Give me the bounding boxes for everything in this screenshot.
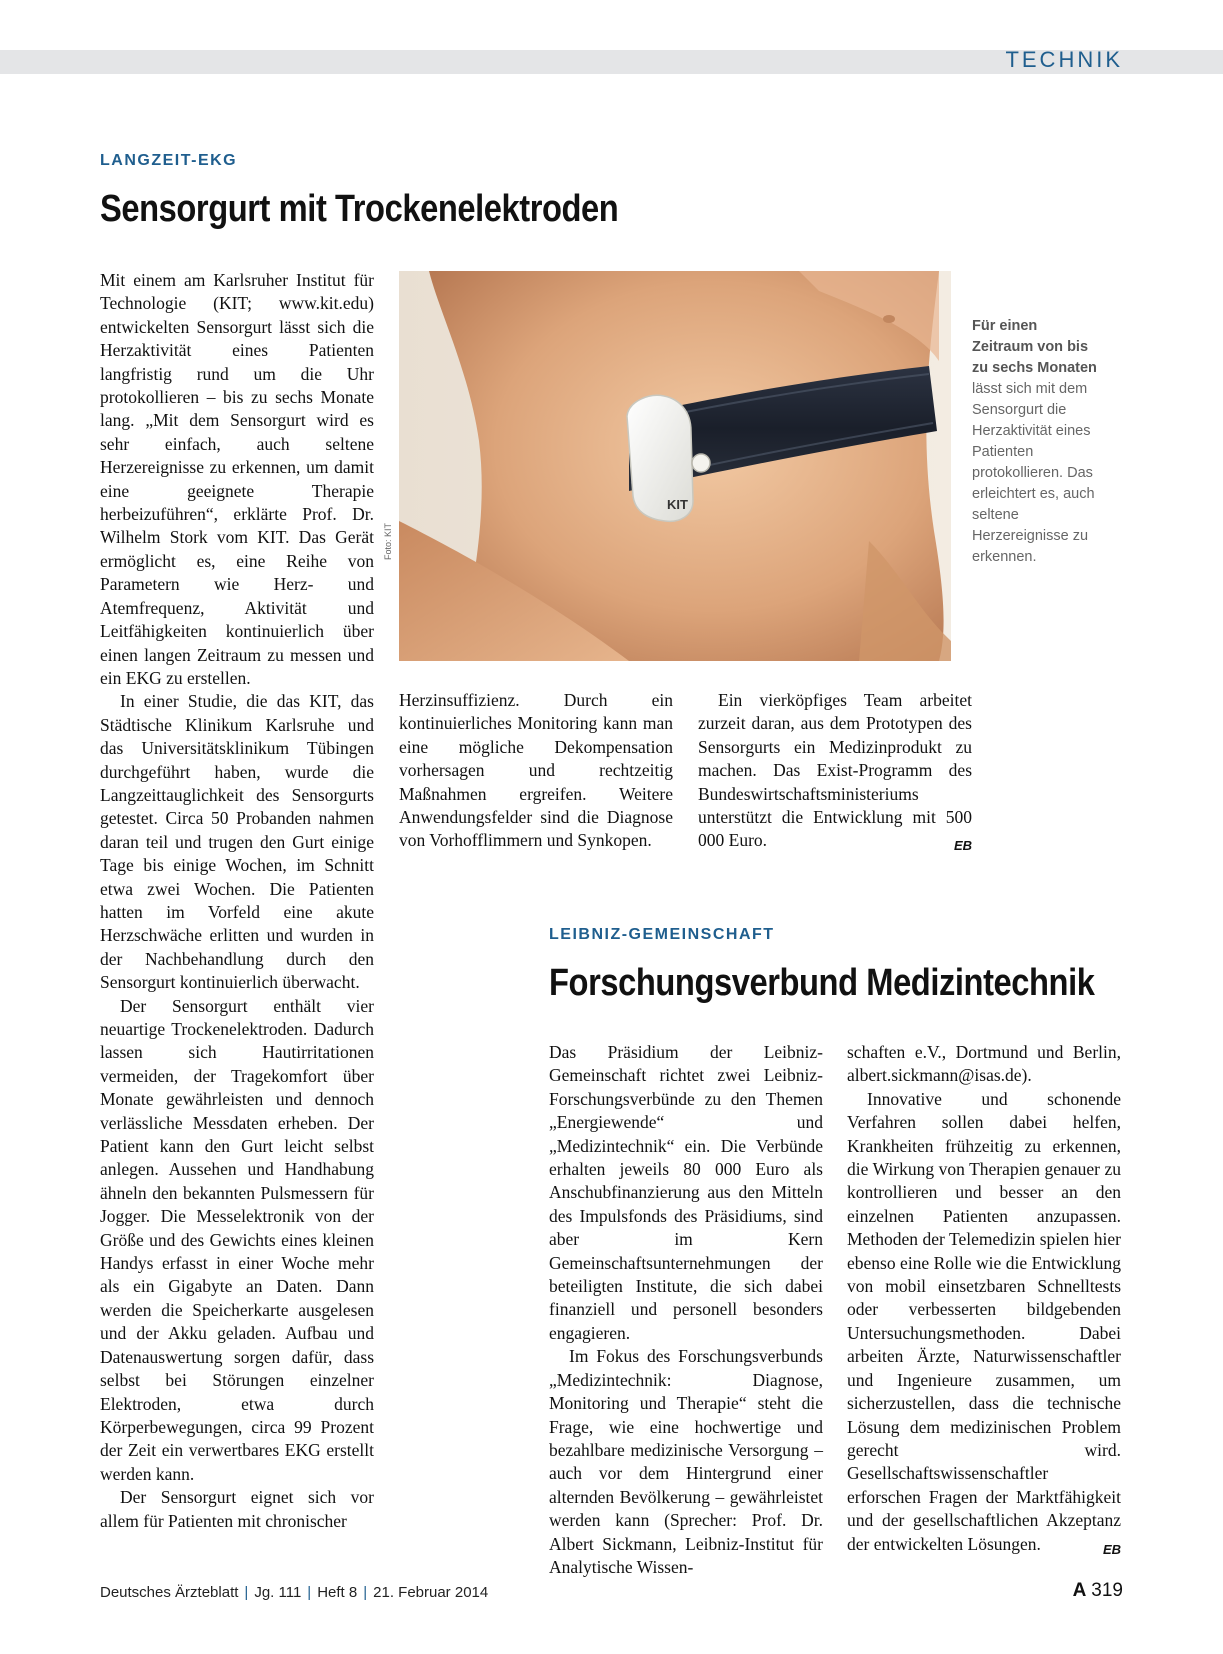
paragraph: Mit einem am Karlsruher Institut für Technologie (KIT; www.kit.edu) entwickelten Sensorgurt lässt sich die Herzaktivität eines Patienten langfristig rund um die Uhr protokollieren – bis zu sechs Monate lang. „Mit dem Sensorgurt wird es sehr einfach, auch seltene Herzereignisse zu erkennen, um damit eine geeignete Therapie herbeizuführen“, erklärte Prof. Dr. Wilhelm Stork vom KIT. Das Gerät ermöglicht es, eine Reihe von Parametern wie Herz- und Atemfrequenz, Aktivität und Leitfähigkeiten kontinuierlich über einen langen Zeitraum zu messen und ein EKG zu erstellen.	[100, 270, 374, 688]
footer-citation: Deutsches Ärzteblatt | Jg. 111 | Heft 8 | 21. Februar 2014	[100, 1584, 489, 1601]
photo-credit: Foto: KIT	[383, 522, 393, 560]
article2-title: Forschungsverbund Medizintechnik	[549, 962, 1095, 1004]
author-signature: EB	[953, 838, 972, 854]
article1-kicker: LANGZEIT-EKG	[100, 152, 238, 169]
page-number	[1073, 1580, 1123, 1602]
article2-column-1	[549, 1041, 823, 1579]
article1-column-3	[698, 689, 972, 858]
article2-column-2	[847, 1041, 1121, 1561]
journal-issue: Heft 8	[317, 1584, 358, 1601]
paragraph: Herzinsuffizienz. Durch ein kontinuierliches Monitoring kann man eine mögliche Dekompensation vorhersagen und rechtzeitig Maßnahmen ergreifen. Weitere Anwendungsfelder sind die Diagnose von Vorhofflimmern und Synkopen.	[399, 690, 673, 851]
article1-title: Sensorgurt mit Trockenelektroden	[100, 188, 619, 230]
article1-column-2	[399, 689, 673, 853]
page-prefix: A	[1072, 1580, 1087, 1601]
paragraph: In einer Studie, die das KIT, das Städtische Klinikum Karlsruhe und das Universitätsklinikum Tübingen durchgeführt haben, wurde die Langzeittauglichkeit des Sensorgurts getestet. Circa 50 Probanden nahmen daran teil und trugen den Gurt einige Tage bis einige Wochen, im Schnitt etwa zwei Wochen. Die Patienten hatten im Vorfeld eine akute Herzschwäche erlitten und wurden in der Nachbehandlung durch den Sensorgurt kontinuierlich überwacht.	[100, 691, 374, 993]
paragraph: Im Fokus des Forschungsverbunds „Medizintechnik: Diagnose, Monitoring und Therapie“ steht die Frage, wie eine hochwertige und bezahlbare medizinische Versorgung – auch vor dem Hintergrund einer alternden Bevölkerung – gewährleistet werden kann (Sprecher: Prof. Dr. Albert Sickmann, Leibniz-Institut für Analytische Wissen-	[549, 1346, 823, 1577]
paragraph: Ein vierköpfiges Team arbeitet zurzeit daran, aus dem Prototypen des Sensorgurts ein Medizinprodukt zu machen. Das Exist-Programm des Bundeswirtschaftsministeriums unterstützt die Entwicklung mit 500 000 Euro.	[698, 690, 972, 851]
caption-text: lässt sich mit dem Sensorgurt die Herzaktivität eines Patienten protokollieren. Das erleichtert es, auch seltene Herzereignisse zu erkennen.	[972, 381, 1095, 565]
journal-volume: Jg. 111	[254, 1584, 302, 1601]
torso-illustration	[399, 271, 951, 661]
journal-name: Deutsches Ärzteblatt	[100, 1584, 239, 1601]
page-number-value: 319	[1091, 1580, 1123, 1601]
paragraph: Innovative und schonende Verfahren sollen dabei helfen, Krankheiten frühzeitig zu erkennen, die Wirkung von Therapien genauer zu kontrollieren und besser an den einzelnen Patienten anzupassen. Methoden der Telemedizin spielen hier ebenso eine Rolle wie die Entwicklung von mobil einsetzbaren Schnelltests oder verbesserten bildgebenden Untersuchungsmethoden. Dabei arbeiten Ärzte, Naturwissenschaftler und Ingenieure zusammen, um sicherzustellen, dass die technische Lösung dem medizinischen Problem gerecht wird. Gesellschaftswissenschaftler erforschen Fragen der Marktfähigkeit und der gesellschaftlichen Akzeptanz der entwickelten Lösungen.	[847, 1088, 1121, 1554]
article1-column-1	[100, 269, 374, 1533]
caption-lead: Für einen Zeitraum von bis zu sechs Monaten	[972, 318, 1097, 376]
article2-kicker: LEIBNIZ-GEMEINSCHAFT	[549, 926, 775, 943]
photo-caption	[972, 316, 1102, 568]
paragraph: Der Sensorgurt enthält vier neuartige Trockenelektroden. Dadurch lassen sich Hautirritationen vermeiden, der Tragekomfort über Monate gewährleisten und dennoch verlässliche Messdaten erheben. Der Patient kann den Gurt leicht selbst anlegen. Aussehen und Handhabung ähneln den bekannten Pulsmessern für Jogger. Die Messelektronik von der Größe und des Gewichts eines kleinen Handys erfasst in einer Woche mehr als ein Gigabyte an Daten. Dann werden die Speicherkarte ausgelesen und der Akku geladen. Aufbau und Datenauswertung sorgen dafür, dass selbst bei Störungen einzelner Elektroden, etwa durch Körperbewegungen, circa 99 Prozent der Zeit ein verwertbares EKG erstellt werden kann.	[100, 995, 374, 1484]
section-label: TECHNIK	[1005, 47, 1123, 72]
issue-date: 21. Februar 2014	[373, 1584, 489, 1601]
paragraph: schaften e.V., Dortmund und Berlin, albert.sickmann@isas.de).	[847, 1042, 1121, 1086]
kit-logo: KIT	[667, 497, 688, 512]
paragraph: Der Sensorgurt eignet sich vor allem für Patienten mit chronischer	[100, 1487, 374, 1531]
paragraph: Das Präsidium der Leibniz-Gemeinschaft richtet zwei Leibniz-Forschungsverbünde zu den Themen „Energiewende“ und „Medizintechnik“ ein. Die Verbünde erhalten jeweils 80 000 Euro als Anschubfinanzierung aus den Mitteln des Impulsfonds des Präsidiums, sind aber im Kern Gemeinschaftsunternehmungen der beteiligten Institute, die sich dabei finanziell und personell besonders engagieren.	[549, 1042, 823, 1343]
sensor-belt-photo	[399, 271, 951, 661]
author-signature: EB	[1102, 1541, 1121, 1557]
